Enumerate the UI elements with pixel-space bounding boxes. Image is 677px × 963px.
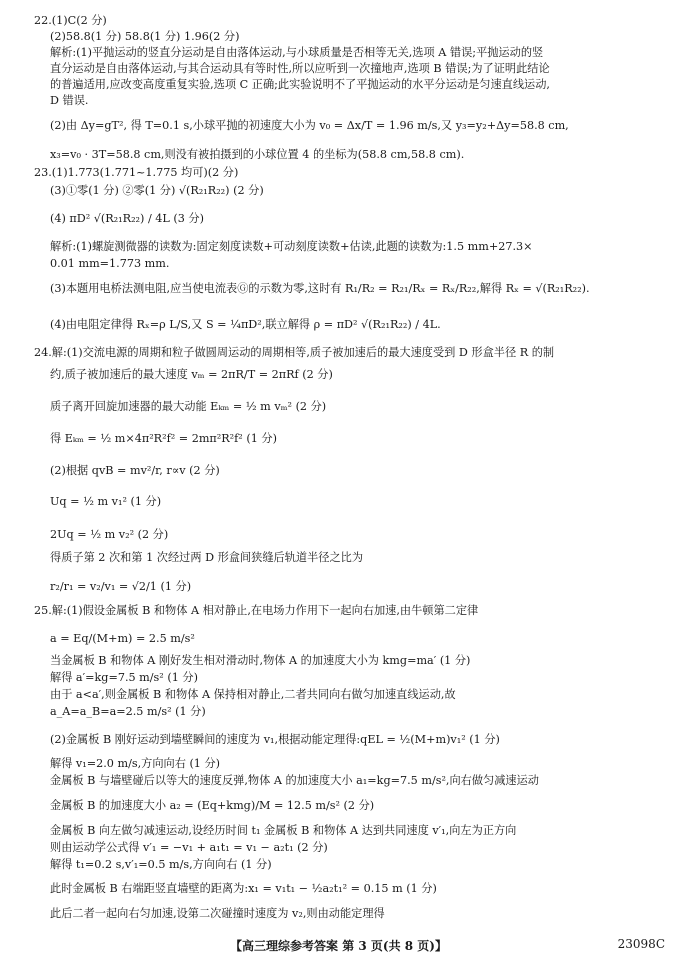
- answer-line: 22.(1)C(2 分): [34, 14, 107, 27]
- answer-line: D 错误.: [50, 94, 89, 107]
- answer-line: 约,质子被加速后的最大速度 vₘ = 2πR/T = 2πRf (2 分): [50, 368, 333, 381]
- answer-line: (2)58.8(1 分) 58.8(1 分) 1.96(2 分): [50, 30, 240, 43]
- footer-title: 【高三理综参考答案 第 3 页(共 8 页)】: [230, 939, 447, 953]
- answer-line: 解得 a′=kg=7.5 m/s² (1 分): [50, 671, 198, 684]
- answer-line: (2)根据 qvB = mv²/r, r∝v (2 分): [50, 464, 220, 477]
- answer-line: 的普遍适用,应改变高度重复实验,选项 C 正确;此实验说明不了平抛运动的水平分运动是匀速直线运动,: [50, 78, 550, 91]
- answer-line: 此时金属板 B 右端距竖直墙壁的距离为:x₁ = v₁t₁ − ½a₂t₁² = 0.15 m (1 分): [50, 882, 437, 895]
- answer-line: 解得 t₁=0.2 s,v′₁=0.5 m/s,方向向右 (1 分): [50, 858, 272, 871]
- answer-line: a = Eq/(M+m) = 2.5 m/s²: [50, 632, 195, 645]
- answer-line: 25.解:(1)假设金属板 B 和物体 A 相对静止,在电场力作用下一起向右加速,由牛顿第二定律: [34, 604, 479, 617]
- answer-line: 金属板 B 向左做匀减速运动,设经历时间 t₁ 金属板 B 和物体 A 达到共同速度 v′₁,向左为正方向: [50, 824, 517, 837]
- answer-line: (2)金属板 B 刚好运动到墙壁瞬间的速度为 v₁,根据动能定理得:qEL = ½(M+m)v₁² (1 分): [50, 733, 500, 746]
- answer-line: 24.解:(1)交流电源的周期和粒子做圆周运动的周期相等,质子被加速后的最大速度受到 D 形盒半径 R 的制: [34, 346, 555, 359]
- answer-line: x₃=v₀ · 3T=58.8 cm,则没有被拍摄到的小球位置 4 的坐标为(58.8 cm,58.8 cm).: [50, 148, 465, 161]
- answer-line: 解析:(1)螺旋测微器的读数为:固定刻度读数+可动刻度读数+估读,此题的读数为:1.5 mm+27.3×: [50, 240, 533, 253]
- answer-line: 金属板 B 与墙壁碰后以等大的速度反弹,物体 A 的加速度大小 a₁=kg=7.5 m/s²,向右做匀减速运动: [50, 774, 539, 787]
- answer-line: 0.01 mm=1.773 mm.: [50, 257, 170, 270]
- answer-line: 解得 v₁=2.0 m/s,方向向右 (1 分): [50, 757, 221, 770]
- answer-line: (3)①零(1 分) ②零(1 分) √(R₂₁R₂₂) (2 分): [50, 184, 264, 197]
- answer-line: 此后二者一起向右匀加速,设第二次碰撞时速度为 v₂,则由动能定理得: [50, 907, 385, 920]
- footer-code: 23098C: [617, 937, 665, 951]
- answer-line: 2Uq = ½ m v₂² (2 分): [50, 528, 169, 541]
- answer-line: 得质子第 2 次和第 1 次经过两 D 形盒间狭缝后轨道半径之比为: [50, 551, 364, 564]
- answer-line: a_A=a_B=a=2.5 m/s² (1 分): [50, 705, 206, 718]
- answer-line: 得 Eₖₘ = ½ m×4π²R²f² = 2mπ²R²f² (1 分): [50, 432, 277, 445]
- answer-line: 当金属板 B 和物体 A 刚好发生相对滑动时,物体 A 的加速度大小为 kmg=ma′ (1 分): [50, 654, 471, 667]
- answer-line: (4)由电阻定律得 Rₓ=ρ L/S,又 S = ¼πD²,联立解得 ρ = πD² √(R₂₁R₂₂) / 4L.: [50, 318, 441, 331]
- answer-line: (3)本题用电桥法测电阻,应当使电流表Ⓖ的示数为零,这时有 R₁/R₂ = R₂₁/Rₓ = Rₓ/R₂₂,解得 Rₓ = √(R₂₁R₂₂).: [50, 282, 590, 295]
- answer-line: 由于 a<a′,则金属板 B 和物体 A 保持相对静止,二者共同向右做匀加速直线运动,故: [50, 688, 456, 701]
- answer-line: 直分运动是自由落体运动,与其合运动具有等时性,所以应听到一次撞地声,选项 B 错误;为了证明此结论: [50, 62, 550, 75]
- answer-line: 质子离开回旋加速器的最大动能 Eₖₘ = ½ m vₘ² (2 分): [50, 400, 327, 413]
- answer-line: (2)由 Δy=gT², 得 T=0.1 s,小球平抛的初速度大小为 v₀ = Δx/T = 1.96 m/s,又 y₃=y₂+Δy=58.8 cm,: [50, 119, 569, 132]
- answer-line: (4) πD² √(R₂₁R₂₂) / 4L (3 分): [50, 212, 204, 225]
- answer-line: 金属板 B 的加速度大小 a₂ = (Eq+kmg)/M = 12.5 m/s² (2 分): [50, 799, 375, 812]
- answer-line: r₂/r₁ = v₂/v₁ = √2/1 (1 分): [50, 580, 192, 593]
- answer-line: 则由运动学公式得 v′₁ = −v₁ + a₁t₁ = v₁ − a₂t₁ (2 分): [50, 841, 328, 854]
- answer-line: 解析:(1)平抛运动的竖直分运动是自由落体运动,与小球质量是否相等无关,选项 A 错误;平抛运动的竖: [50, 46, 544, 59]
- answer-line: 23.(1)1.773(1.771~1.775 均可)(2 分): [34, 166, 239, 179]
- answer-line: Uq = ½ m v₁² (1 分): [50, 495, 162, 508]
